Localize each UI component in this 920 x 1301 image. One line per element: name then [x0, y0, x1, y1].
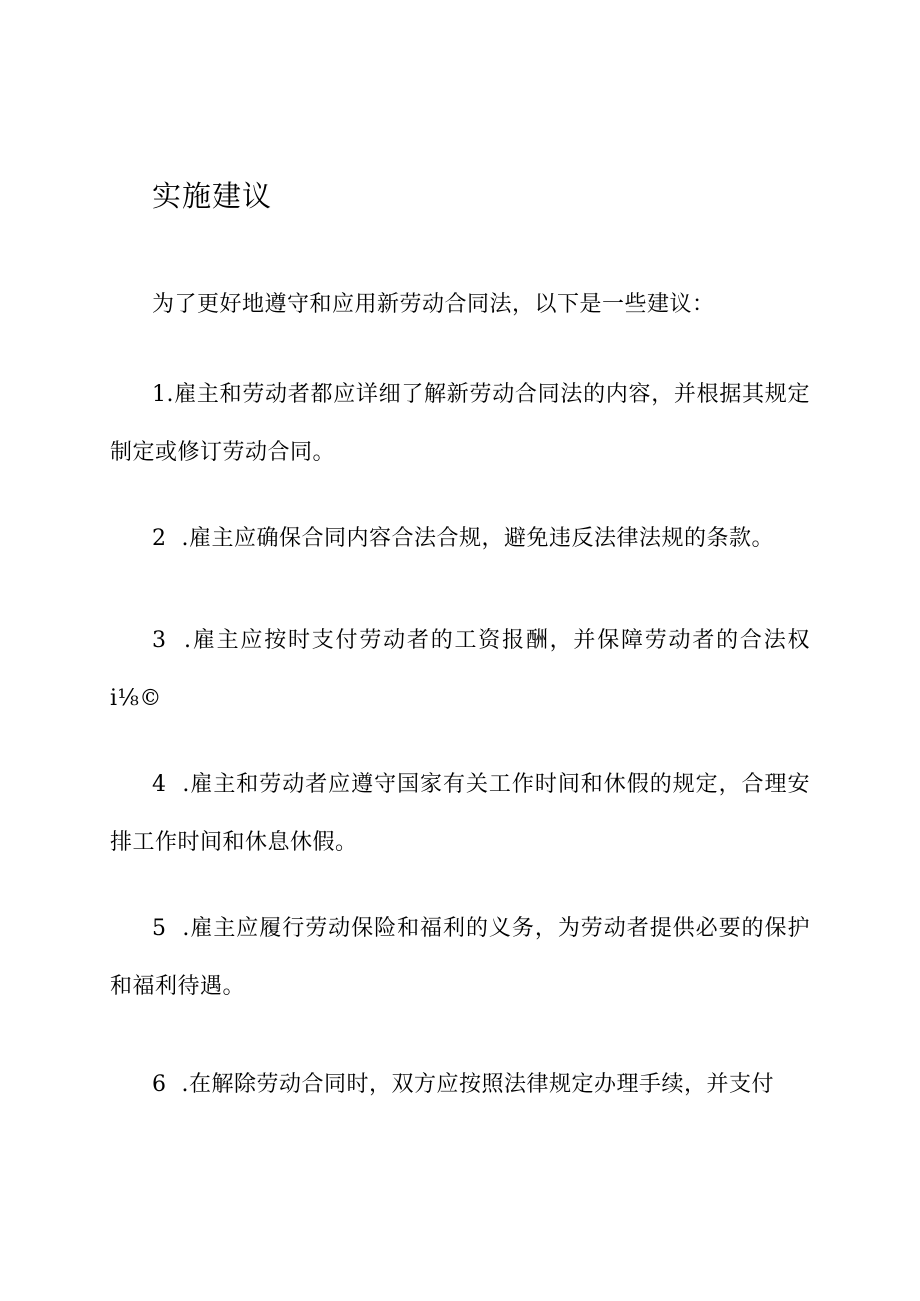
list-item: 1.雇主和劳动者都应详细了解新劳动合同法的内容，并根据其规定制定或修订劳动合同。 [110, 382, 810, 465]
section-heading: 实施建议 [152, 179, 273, 213]
list-item: 3 .雇主应按时支付劳动者的工资报酬，并保障劳动者的合法权i⅛© [110, 628, 810, 711]
list-item: 4 .雇主和劳动者应遵守国家有关工作时间和休假的规定，合理安排工作时间和休息休假。 [110, 772, 810, 855]
list-item: 5 .雇主应履行劳动保险和福利的义务，为劳动者提供必要的保护和福利待遇。 [110, 916, 810, 999]
list-item: 2 .雇主应确保合同内容合法合规，避免违反法律法规的条款。 [152, 526, 774, 551]
intro-paragraph: 为了更好地遵守和应用新劳动合同法，以下是一些建议： [152, 292, 715, 317]
list-item: 6 .在解除劳动合同时，双方应按照法律规定办理手续，并支付 [152, 1072, 774, 1097]
